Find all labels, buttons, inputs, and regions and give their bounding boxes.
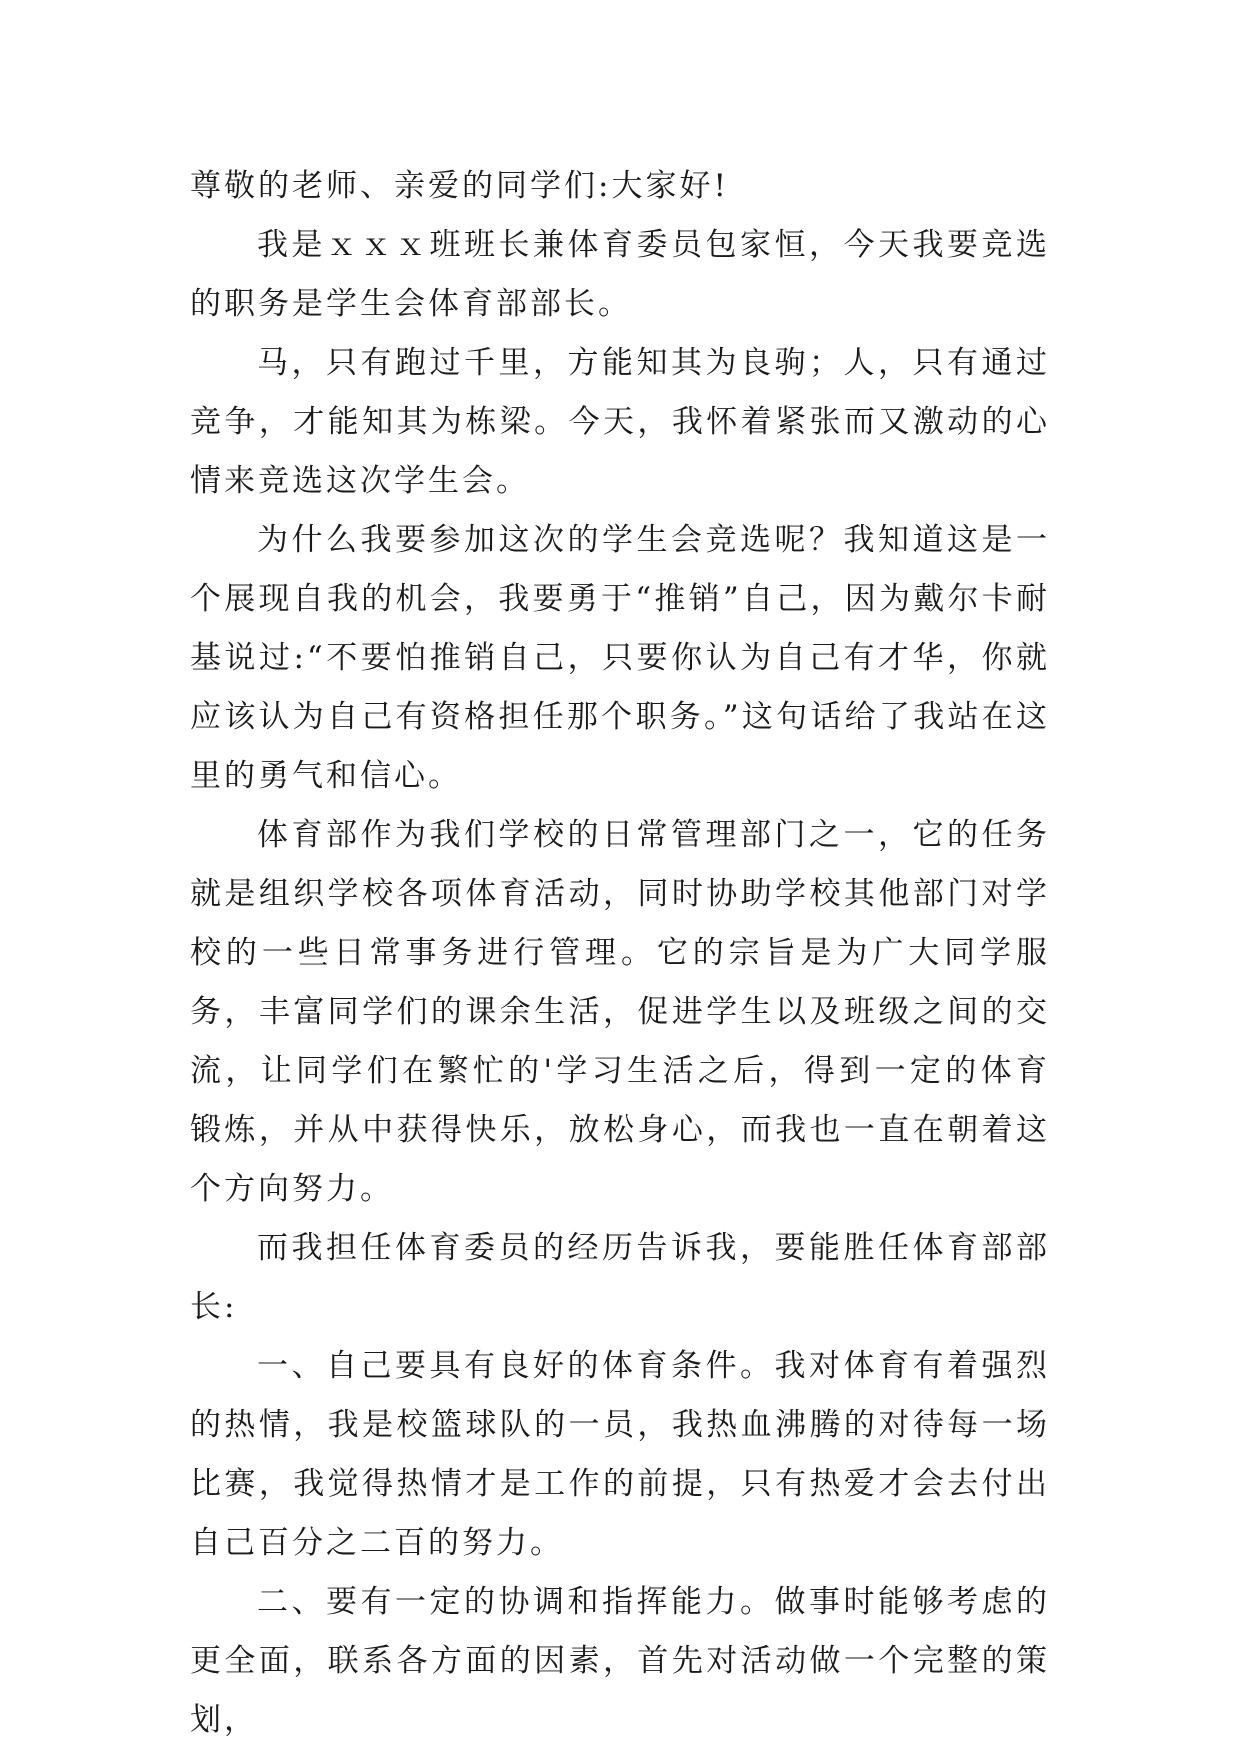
paragraph-greeting: 尊敬的老师、亲爱的同学们:大家好! — [190, 168, 729, 204]
paragraph-introduction: 我是ｘｘｘ班班长兼体育委员包家恒，今天我要竞选的职务是学生会体育部部长。 — [190, 227, 1050, 322]
paragraph-department-role: 体育部作为我们学校的日常管理部门之一，它的任务就是组织学校各项体育活动，同时协助学校其他部门对学校的一些日常事务进行管理。它的宗旨是为广大同学服务，丰富同学们的课余生活，促进学生以及班级之间的交流，让同学们在繁忙的'学习生活之后，得到一定的体育锻炼，并从中获得快乐，放松身心，而我也一直在朝着这个方向努力。 — [190, 817, 1050, 1207]
paragraph-point-two: 二、要有一定的协调和指挥能力。做事时能够考虑的更全面，联系各方面的因素，首先对活动做一个完整的策划， — [190, 1584, 1050, 1738]
paragraph-reason: 为什么我要参加这次的学生会竞选呢？我知道这是一个展现自我的机会，我要勇于“推销”自己，因为戴尔卡耐基说过:“不要怕推销自己，只要你认为自己有才华，你就应该认为自己有资格担任那个职务。”这句话给了我站在这里的勇气和信心。 — [190, 522, 1050, 794]
paragraph-point-one: 一、自己要具有良好的体育条件。我对体育有着强烈的热情，我是校篮球队的一员，我热血沸腾的对待每一场比赛，我觉得热情才是工作的前提，只有热爱才会去付出自己百分之二百的努力。 — [190, 1348, 1050, 1561]
paragraph-experience: 而我担任体育委员的经历告诉我，要能胜任体育部部长: — [190, 1230, 1050, 1325]
paragraph-motivation: 马，只有跑过千里，方能知其为良驹；人，只有通过竞争，才能知其为栋梁。今天，我怀着紧张而又激动的心情来竞选这次学生会。 — [190, 345, 1050, 499]
document-body — [190, 157, 1050, 1750]
